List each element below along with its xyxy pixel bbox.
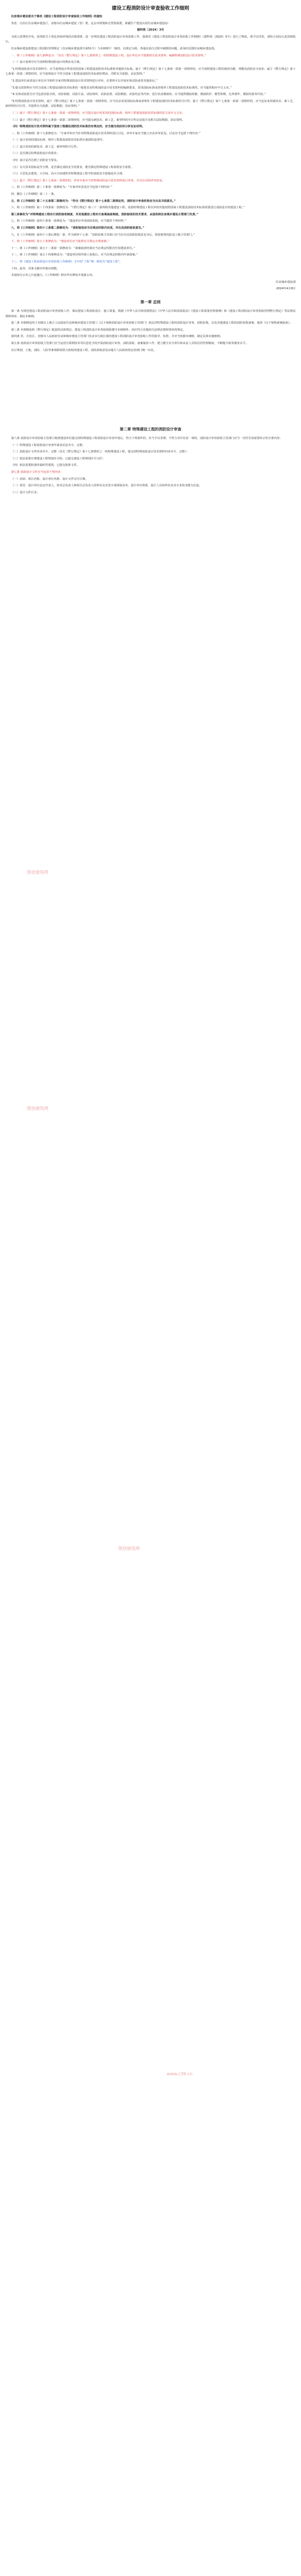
paragraph: 十三、将《建设工程消防设计审查验收工作细则》文中的“工程”统一修改为“建设工程”。	[11, 260, 123, 264]
document-page	[5, 0, 296, 2076]
signature-date: 2024年4月8日	[276, 287, 296, 291]
paragraph: （三）属于《暂行规定》第十七条第一款第二项情形的，应当提交新技术、新工艺、新材料的可行性论证报告及相关试验数据、验证资料。	[11, 118, 185, 122]
paragraph: 第五条 消防设计审查验收主管部门应当运用互联网技术等信息化手段开展消防设计审查、消防验收、备案抽查工作，建立健全有关单位和从业人员的信用管理制度，不断提升政务服务水平。	[11, 341, 248, 345]
signature-org: 住房城乡建设部	[275, 280, 296, 284]
watermark: 图创建筑网	[27, 870, 48, 875]
paragraph: 建科规〔2024〕3号	[137, 28, 164, 32]
paragraph: （四）特殊消防设计技术资料属于国家工程建设消防技术标准没有规定的，应当提交相应的分析论证材料。	[11, 125, 145, 129]
paragraph: （三）是否满足特殊消防设计的要求；	[11, 152, 60, 156]
paragraph: “2.建设单位或者设计单位应当组织专家对特殊消防设计技术资料进行评审，必要时可以开展实体试验或者其他验证。”	[11, 79, 158, 83]
paragraph: （一）封面：项目名称、设计单位名称、设计文件交付日期。	[11, 477, 88, 481]
paragraph: 第三条修改为“对特殊建设工程实行消防验收制度，对其他建设工程实行备案抽查制度。消防验收的技术要求，由国务院住房城乡建设主管部门负责。”	[11, 213, 199, 216]
paragraph: 十四、此外，对条文顺序作相应调整。	[11, 267, 60, 270]
paragraph: 实行规划、土地、消防、人防等事项限时联合验收的建设工程，消防验收意见由地方人民政府指定的部门统一出具。	[11, 348, 156, 352]
watermark: www.c39.cn	[167, 2072, 193, 2076]
paragraph: 五、将《工作细则》第二十五条第二款修改为：“符合《暂行规定》第十七条第二款规定的，消防设计审查机构应当出具书面意见。”	[11, 199, 176, 203]
paragraph: （二）消防设计文件内容齐全、完整（具有《暂行规定》第十七条情形之一的特殊建设工程，提交的特殊消防设计技术资料内容齐全、完整）；	[11, 450, 189, 454]
paragraph: （二）属于《暂行规定》第十七条第一款第一项情形的，应当提交设计所采用的国际标准、境外工程建设消防技术标准的原文及中文文本。	[11, 111, 185, 115]
paragraph: （三）依法需要办理建设工程规划许可的，已提交建设工程规划许可文件；	[11, 457, 105, 460]
paragraph: （一）设计说明中应当说明特殊消防设计的理由及方案。	[11, 61, 83, 64]
watermark: 图创建筑网	[27, 1106, 48, 1111]
paragraph: 第二条 本细则适用于县级以上地方人民政府住房和城乡建设主管部门（以下简称消防设计审查验收主管部门）依法对特殊建设工程的消防设计审查、消防验收，以及其他建设工程的消防验收备案、抽查（以下简称备案抽查）。	[11, 321, 293, 325]
paragraph: 六、将《工作细则》第三十四条第一款修改为：“《暂行规定》第三十一条所称其他建设工程，是指特殊建设工程以外的其他按照国家工程建设消防技术标准需要进行消防设计的建设工程。”	[11, 206, 245, 210]
amendments-more	[5, 185, 296, 278]
paragraph: （六）大型复杂建筑，大空间、高大空间建筑等特殊建设工程中的消防安全措施是否合理。	[11, 172, 125, 176]
paragraph: 第四条 省、自治区、直辖市人民政府住房和城乡建设主管部门负责本行政区域内建设工程消防设计审查验收工作的指导、监督，并应当依据本细则，制定具体实施细则。	[11, 335, 223, 339]
paragraph: 四、删去《工作细则》第二十一条。	[11, 193, 57, 196]
paragraph: （四）设计是否达到了消防安全要求。	[11, 159, 60, 163]
paragraph: 七、将《工作细则》第四十条第一款修改为：“建设单位申请消防验收，应当提供下列材料：”	[11, 219, 127, 223]
paragraph: “1.特殊消防设计技术资料中，应当说明设计所采用的国家工程建设消防技术标准和其他相关标准。属于《暂行规定》第十七条第一款第一项情形的，应当说明建设工程的使用功能、规模及消防安全需求；属于《暂行规定》第十七条第一款第二项情形的，应当说明设计不符合国家工程建设消防技术标准的理由，并附有关依据、论证资料。”	[5, 67, 296, 76]
paragraph: （三）设计文件目录。	[11, 491, 40, 494]
paragraph: 住房城乡建设部建设工程消防管理规定（住房城乡建设部令第51号）与本细则不一致的，以规定为准。各地在执行过程中遇到的问题，请及时反馈住房城乡建设部。	[11, 47, 217, 50]
chapter-2-body	[5, 436, 296, 495]
paragraph: （二）扉页：设计单位法定代表人、技术总负责人和项目总负责人的姓名及其签字或授权盖章，设计单位资质，设计人员的姓名及其专业技术能力信息。	[11, 484, 202, 488]
signature	[5, 280, 296, 292]
chapter-1-body	[5, 309, 296, 353]
paragraph: 住房城乡建设部关于修改《建设工程消防设计审查验收工作细则》的通知	[11, 15, 103, 18]
paragraph: （五）有关技术指标是否合理、是否满足消防安全的要求，能否满足特殊建设工程消防安全需要。	[11, 165, 134, 169]
paragraph: 本通知自公布之日起施行。《工作细则》相应作出修改并重新公布。	[11, 274, 95, 277]
paragraph: 一、将《工作细则》第九条修改为：“具有《暂行规定》第十七条情形之一的特殊建设工程，设计单位应当依据相关技术资料，编制特殊消防设计技术资料。”	[11, 54, 206, 57]
paragraph: 二、将《工作细则》第十九条修改为：“专家评审应当针对特殊消防设计技术资料进行讨论，评审专家应当独立出具评审意见。讨论应当包括下列内容：”	[11, 131, 201, 135]
paragraph: 三、将《工作细则》第二十条第一款修改为：“专家评审意见应当包括下列内容：”	[11, 186, 112, 189]
paragraph: “4.实体试验报告应当包括试验目的、试验依据、试验方法、试验场所、试验装置、试验数据、试验结论等内容；进行仿真模拟的，应当提供模拟依据、模拟软件、模型参数、边界条件、模拟结果等内容。”	[11, 93, 266, 97]
amendment-one	[5, 54, 296, 130]
notice-preface	[5, 14, 296, 52]
paragraph: 九、在《工作细则》第四十六条后增加一条，作为第四十七条：“消防验收主管部门应当在出具消防验收意见书后，将验收情况报送上级主管部门。”	[11, 233, 195, 237]
paragraph: 各省、自治区住房城乡建设厅，直辖市住房城乡建设（管）委，北京市规划和自然资源委，新疆生产建设兵团住房城乡建设局：	[11, 21, 171, 25]
paragraph: （一）特殊建设工程消防设计审查申请表信息齐全、完整；	[11, 443, 85, 447]
paragraph: （二）设计采用的新技术、新工艺、新材料的可行性；	[11, 145, 80, 149]
paragraph: 十、将《工作细则》第五十条修改为：“建设单位应当依照有关规定办理备案。”	[11, 240, 110, 244]
paragraph: （四）依法需要批准的临时性建筑，已提交批准文件。	[11, 464, 80, 467]
chapter-2-title: 第二章 特殊建设工程的消防设计审查	[119, 427, 182, 432]
paragraph: “3.提交的资料应当符合国家工程建设消防技术标准的一般要求及特殊消防设计技术资料的编制要求，采用国际标准或者境外工程建设消防技术标准的，应当提供相应中文文本。”	[11, 86, 232, 90]
paragraph: 第七条 消防设计文件应当包括下列内容：	[11, 471, 63, 474]
paragraph: 为深入贯彻党中央、国务院关于优化营商环境的决策部署，进一步规范建设工程消防设计审查验收工作，我部对《建设工程消防设计审查验收工作细则》（建科规〔2020〕5号）进行了修改，现予以印发，请结合实际认真贯彻执行。	[5, 35, 296, 44]
amendment-two	[5, 131, 296, 184]
blank-area	[5, 355, 296, 419]
paragraph: 第三条 本细则是和《暂行规定》配套的具体规定，建设工程消防设计审查验收除遵守本细则外，尚应符合其他相关法律法规和规章的规定。	[11, 328, 186, 332]
paragraph: 八、将《工作细则》第四十三条第二款修改为：“消防验收应当在规定时限内完成，并出具消防验收意见。”	[11, 226, 145, 230]
document-title: 建设工程消防设计审查验收工作细则	[111, 6, 189, 11]
chapter-1-title: 第一章 总则	[140, 299, 161, 304]
paragraph: （一）设计采用的国际标准、境外工程建设消防技术标准在我国的适用性；	[11, 138, 105, 142]
paragraph: “5.特殊消防设计技术资料，属于《暂行规定》第十七条第一款第一项情形的，应当论证采用国际标准或者境外工程建设消防技术标准的可行性；属于《暂行规定》第十七条第一款第二项情形的，应当论证采用新技术、新工艺、新材料的可行性，并提供有关依据、试验数据、验证资料。”	[5, 99, 296, 108]
watermark: 图创建筑网	[118, 1546, 140, 1551]
paragraph: 十一、将《工作细则》第五十二条第一款修改为：“备案抽查结果应当在规定时限内告知建设单位。”	[11, 246, 135, 250]
paragraph: （七）属于《暂行规定》第十七条第一款情形的，评审专家应当对特殊消防设计技术资料进行审查，并出具书面评审意见。	[11, 179, 165, 182]
paragraph: 第一条 为规范建设工程消防设计审查验收工作，保证建设工程消防设计、施工质量，根据《中华人民共和国建筑法》《中华人民共和国消防法》《建设工程质量管理条例》和《建设工程消防设计审查验收管理暂行规定》等法律法规和规章，制定本细则。	[5, 309, 296, 318]
paragraph: 第六条 消防设计审查验收主管部门收到建设单位提交的特殊建设工程消防设计审查申请后，符合下列条件的，应当予以受理；不符合其中任意一项的，消防设计审查验收主管部门应当一次性告知需要补正的全部内容：	[11, 437, 283, 441]
paragraph: 十二、将《工作细则》第五十四条修改为：“建设单位组织竣工验收后，应当在规定时限内申请备案。”	[11, 253, 138, 257]
